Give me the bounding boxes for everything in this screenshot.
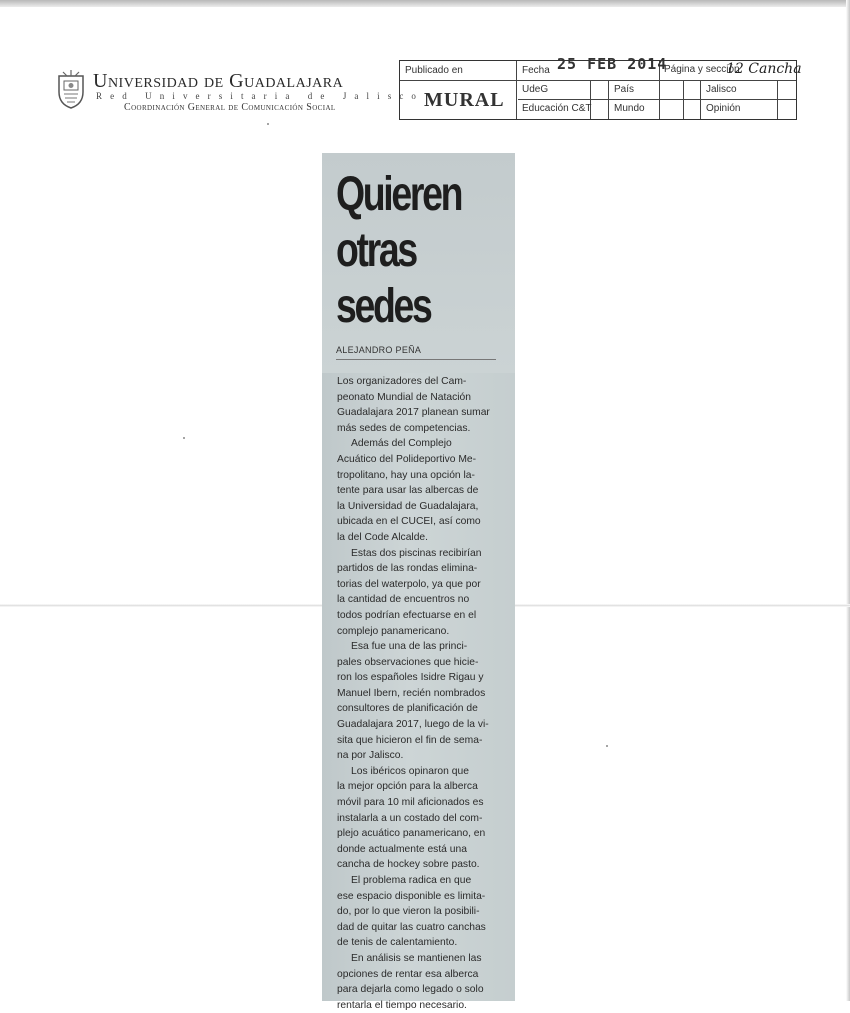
byline-rule — [336, 359, 496, 360]
section-pais: País — [614, 84, 635, 95]
scan-edge-right — [846, 0, 850, 1001]
section-educacion: Educación C&T — [522, 103, 592, 114]
article-line: Guadalajara 2017, luego de la vi- — [337, 719, 489, 731]
university-crest-icon — [55, 70, 87, 110]
university-network: Red Universitaria de Jalisco — [96, 91, 425, 101]
article-line: la cantidad de encuentros no — [337, 594, 470, 606]
article-line: Acuático del Polideportivo Me- — [337, 453, 477, 465]
headline-line: Quieren — [336, 168, 462, 221]
article-line: tropolitano, hay una opción la- — [337, 469, 475, 481]
article-line: dad de quitar las cuatro canchas — [337, 921, 486, 933]
headline-line: sedes — [336, 280, 431, 333]
department-name: Coordinación General de Comunicación Social — [124, 102, 336, 113]
article-line: la del Code Alcalde. — [337, 531, 429, 543]
article-line: cancha de hockey sobre pasto. — [337, 859, 480, 871]
article-line: na por Jalisco. — [337, 750, 404, 762]
date-label: Fecha — [522, 65, 550, 76]
article-line: do, por lo que vieron la posibili- — [337, 906, 480, 918]
article-line: instalarla a un costado del com- — [337, 812, 483, 824]
article-byline: ALEJANDRO PEÑA — [336, 345, 422, 355]
scan-speck — [183, 437, 185, 439]
section-udeg: UdeG — [522, 84, 549, 95]
article-line: más sedes de competencias. — [337, 422, 471, 434]
article-line: Los organizadores del Cam- — [337, 376, 467, 387]
scan-speck — [606, 745, 608, 747]
date-stamp: 25 FEB 2014 — [557, 55, 668, 73]
article-line: peonato Mundial de Natación — [337, 391, 471, 403]
article-line: Esa fue una de las princi- — [351, 641, 468, 653]
page-section-label: Página y sección — [664, 64, 740, 75]
article-line: Los ibéricos opinaron que — [351, 765, 469, 777]
newspaper-logo: MURAL — [424, 89, 505, 111]
university-name: Universidad de Guadalajara — [93, 70, 344, 92]
published-in-label: Publicado en — [405, 65, 463, 76]
newspaper-clipping — [322, 153, 515, 1011]
section-opinion: Opinión — [706, 103, 741, 114]
headline-line: otras — [336, 224, 416, 277]
article-line: opciones de rentar esa alberca — [337, 968, 479, 980]
article-line: Además del Complejo — [351, 438, 452, 450]
article-line: consultores de planificación de — [337, 703, 478, 715]
article-line: complejo panamericano. — [337, 625, 450, 637]
article-line: todos podrían efectuarse en el — [337, 609, 477, 621]
article-line: Guadalajara 2017 planean sumar — [337, 407, 490, 419]
page-section-handwritten: 12 Cancha — [726, 61, 802, 77]
scan-speck — [267, 123, 269, 125]
scan-edge-top — [0, 0, 850, 7]
article-line: ron los españoles Isidre Rigau y — [337, 672, 484, 684]
article-line: pales observaciones que hicie- — [337, 656, 479, 668]
publication-info-table — [399, 55, 802, 120]
article-line: la mejor opción para la alberca — [337, 781, 478, 793]
article-body — [337, 374, 503, 1013]
section-jalisco: Jalisco — [706, 84, 737, 95]
article-line: tente para usar las albercas de — [337, 485, 479, 497]
article-line: plejo acuático panamericano, en — [337, 828, 486, 840]
article-line: partidos de las rondas elimina- — [337, 563, 478, 575]
article-line: torias del waterpolo, ya que por — [337, 578, 481, 590]
article-line: de tenis de calentamiento. — [337, 937, 458, 949]
article-line: En análisis se mantienen las — [351, 952, 482, 964]
article-line: móvil para 10 mil aficionados es — [337, 797, 484, 809]
article-line: donde actualmente está una — [337, 843, 467, 855]
article-line: ubicada en el CUCEI, así como — [337, 516, 481, 528]
article-headline — [336, 167, 469, 335]
article-line: rentarla el tiempo necesario. — [337, 999, 467, 1011]
article-line: ese espacio disponible es limita- — [337, 890, 486, 902]
article-line: Estas dos piscinas recibirían — [351, 547, 482, 559]
article-line: para dejarla como legado o solo — [337, 984, 484, 996]
section-mundo: Mundo — [614, 103, 645, 114]
article-line: sita que hicieron el fin de sema- — [337, 734, 483, 746]
article-line: El problema radica en que — [351, 875, 472, 886]
article-line: Manuel Ibern, recién nombrados — [337, 687, 486, 699]
article-line: la Universidad de Guadalajara, — [337, 500, 479, 512]
